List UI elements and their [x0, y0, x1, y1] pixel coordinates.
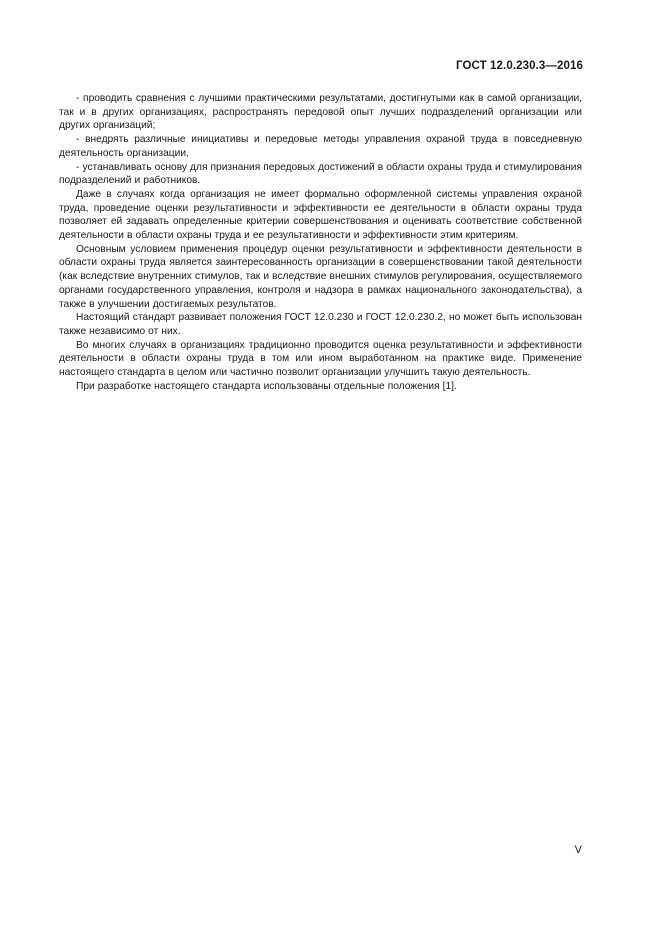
paragraph-no-formal-system: Даже в случаях когда организация не имеет формально оформленной системы управления охраной труда, проведение оценки результативности и эффективности ее деятельности в области охраны труда позволяет ей задавать определенные критерии совершенствования и оценивать соответствие собственной деятельности в области охраны труда и ее результативности и эффективности этим критериям. [59, 188, 582, 242]
paragraph-recognition-basis: - устанавливать основу для признания передовых достижений в области охраны труда и стимулирования подразделений и работников. [59, 161, 582, 187]
page-number: V [574, 844, 582, 856]
paragraph-introduce-initiatives: - внедрять различные инициативы и передовые методы управления охраной труда в повседневную деятельность организации, [59, 134, 582, 159]
paragraph-standard-develops: Настоящий стандарт развивает положения ГОСТ 12.0.230 и ГОСТ 12.0.230.2, но может быть использован также независимо от них. [59, 312, 582, 337]
paragraph-compare-practices: - проводить сравнения с лучшими практическими результатами, достигнутыми как в самой организации, так и в других организациях, распространять передовой опыт лучших подразделений организации или других организаций; [59, 93, 582, 132]
paragraph-main-condition: Основным условием применения процедур оценки результативности и эффективности деятельности в области охраны труда является заинтересованность организации в совершенствовании такой деятельности (как вследствие внутренних стимулов, так и вследствие внешних стимулов регулирования, осуществляемого органами государственного управления, контроля и надзора в рамках национального законодательства), а также в улучшении достигаемых результатов. [59, 243, 582, 310]
paragraph-references: При разработке настоящего стандарта использованы отдельные положения [1]. [76, 380, 457, 392]
paragraph-traditional-assessment: Во многих случаях в организациях традиционно проводится оценка результативности и эффективности деятельности в области охраны труда в том или ином выработанном на практике виде. Применение настоящего стандарта в целом или частично позволит организации улучшить такую деятельность. [59, 339, 582, 379]
document-body [59, 92, 582, 393]
document-code-header: ГОСТ 12.0.230.3—2016 [456, 60, 583, 72]
